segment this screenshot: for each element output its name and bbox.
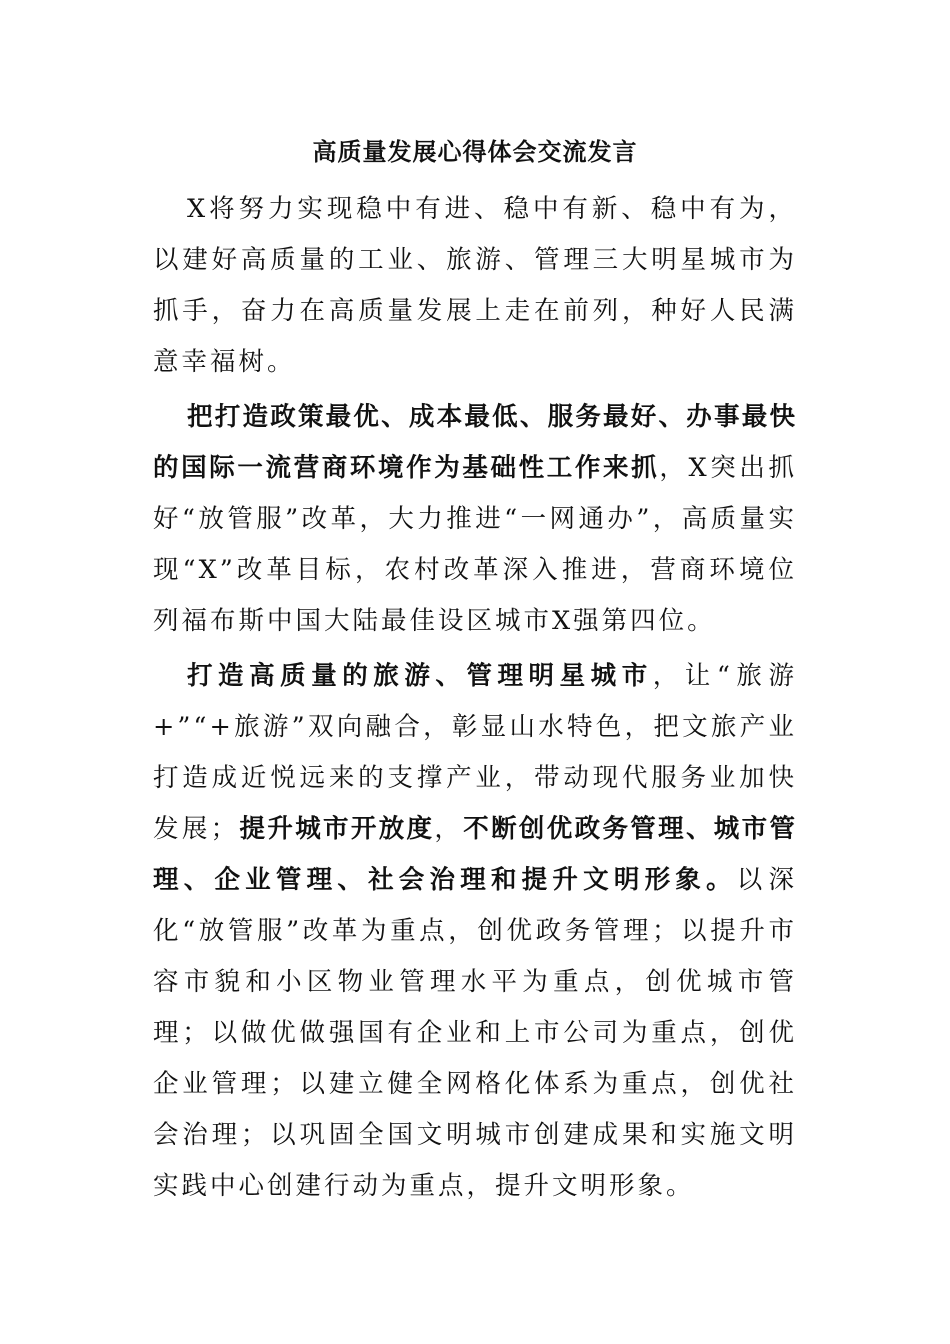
- paragraph-text: ，X突出抓好“放管服”改革，大力推进“一网通办”，高质量实现“X”改革目标，农村改革深入推进，营商环境位列福布斯中国大陆最佳设区城市X强第四位。: [153, 453, 797, 636]
- paragraph-emphasis-bold: 不断创优政务管理、城市管理、企业管理、社会治理和提升文明形象。: [153, 814, 797, 895]
- paragraph-text: 以深化“放管服”改革为重点，创优政务管理；以提升市容市貌和小区物业管理水平为重点，创优城市管理；以做优做强国有企业和上市公司为重点，创优企业管理；以建立健全网格化体系为重点，创优社会治理；以巩固全国文明城市创建成果和实施文明实践中心创建行动为重点，提升文明形象。: [153, 865, 797, 1201]
- document-title: 高质量发展心得体会交流发言: [312, 137, 638, 166]
- paragraph-emphasis-bold: 提升城市开放度: [239, 814, 435, 844]
- paragraph-business-environment: [153, 392, 797, 647]
- paragraph-intro: [153, 184, 797, 388]
- paragraph-text: ，: [434, 814, 464, 844]
- paragraph-text: X将努力实现稳中有进、稳中有新、稳中有为，以建好高质量的工业、旅游、管理三大明星城市为抓手，奋力在高质量发展上走在前列，种好人民满意幸福树。: [153, 194, 797, 377]
- paragraph-tourism-management: [153, 651, 797, 1212]
- document-body: [153, 184, 797, 1212]
- paragraph-text: ，让“旅游+”“+旅游”双向融合，彰显山水特色，把文旅产业打造成近悦远来的支撑产业，带动现代服务业加快发展；: [153, 661, 797, 844]
- paragraph-lead-bold: 打造高质量的旅游、管理明星城市: [187, 661, 653, 691]
- paragraph-lead-bold: 把打造政策最优、成本最低、服务最好、办事最快的国际一流营商环境作为基础性工作来抓: [153, 402, 797, 483]
